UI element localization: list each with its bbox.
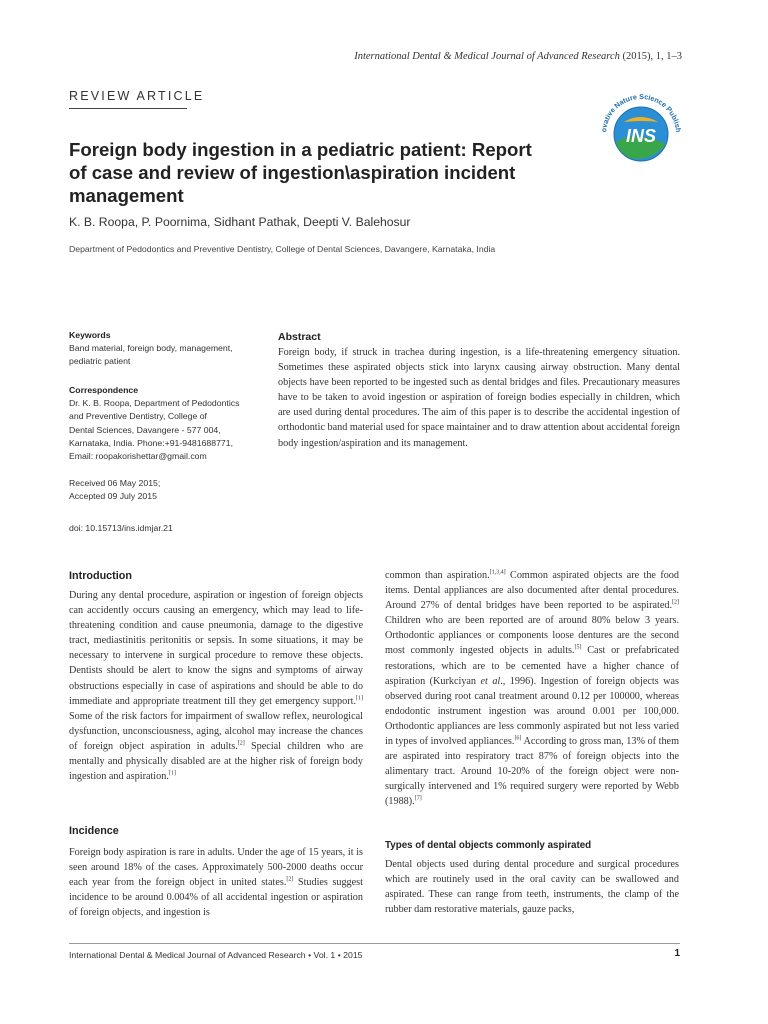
keywords-block	[69, 329, 269, 369]
footer-volume: Vol. 1	[313, 950, 336, 960]
incidence-text: Studies suggest incidence to be around 0.004% of all accidental ingestion or aspiration of foreign objects, and ingestion is	[69, 877, 363, 919]
correspondence-line: Dental Sciences, Davangere - 577 004,	[69, 424, 221, 435]
introduction-text: Special children who are mentally and physically disabled are at the higher risk of foreign body ingestion and aspiration.	[69, 740, 363, 783]
page-footer	[69, 950, 363, 960]
article-type-label: REVIEW ARTICLE	[69, 89, 205, 103]
dates-block	[69, 477, 269, 503]
et-al-text: et al	[480, 675, 501, 687]
citation-ref[interactable]: [2]	[672, 599, 679, 606]
types-heading: Types of dental objects commonly aspirated	[385, 840, 592, 851]
incidence-body	[69, 845, 363, 920]
correspondence-line: Karnataka, India. Phone:+91-9481688771,	[69, 437, 233, 448]
keywords-line: Band material, foreign body, management,	[69, 343, 233, 354]
introduction-text: Some of the risk factors for impairment of swallow reflex, neurological dysfunction, unconsciousness, aging, alcohol may increase the chances of foreign object aspiration in adults.	[69, 710, 363, 752]
publisher-logo-icon	[594, 82, 688, 176]
citation-ref[interactable]: [2]	[237, 740, 245, 747]
accepted-date: Accepted 09 July 2015	[69, 491, 157, 502]
article-type-rule	[69, 108, 187, 109]
correspondence-email[interactable]: Email: roopakorishettar@gmail.com	[69, 451, 207, 462]
introduction-body	[69, 588, 363, 784]
citation-ref[interactable]: [5]	[574, 645, 582, 652]
abstract-text: Foreign body, if struck in trachea during ingestion, is a life-threatening emergency situation. Sometimes these aspirated objects stick into larynx causing airway obstruction. Many dental objects have been reported to be ingested such as dental bridges and files. Precautionary measures have to be taken to avoid ingestion or aspiration of foreign bodies especially in children, which are used during dental procedures. The aim of this paper is to describe the accidental ingestion of orthodontic band material used for space maintainer and to draw attention about accidental foreign body ingestion/aspiration and its management.	[278, 347, 680, 449]
introduction-text: During any dental procedure, aspiration or ingestion of foreign objects can accidently occurs causing an emergency, which may lead to life-threatening condition and cause pneumonia, damage to the digestive tract, mediastinitis peritonitis or sepsis. In some situations, it may be necessary to intervene in surgical procedure to remove these objects. Dentists should be alert to know the signs and symptoms of airway obstructions especially in case of aspirations and should be able to do immediate and appropriate treatment till they get emergency support.	[69, 590, 363, 707]
keywords-line: pediatric patient	[69, 356, 131, 367]
abstract-heading: Abstract	[278, 331, 321, 343]
body-text: common than aspiration.	[385, 570, 490, 581]
keywords-heading: Keywords	[69, 330, 111, 340]
correspondence-line: and Preventive Dentistry, College of	[69, 411, 207, 422]
incidence-heading: Incidence	[69, 825, 119, 837]
author-affiliation: Department of Pedodontics and Preventive Dentistry, College of Dental Sciences, Davangere, Karnataka, India	[69, 244, 496, 254]
footer-bullet: •	[308, 950, 312, 960]
body-text: Common aspirated objects are the food items. Dental appliances are also documented after dental procedures. Around 27% of dental bridges have been reported to be aspirated.	[385, 570, 679, 612]
running-head	[300, 51, 682, 62]
article-title: Foreign body ingestion in a pediatric patient: Report of case and review of ingestion\aspiration incident management	[69, 139, 532, 206]
introduction-heading: Introduction	[69, 570, 132, 582]
doi-link[interactable]: doi: 10.15713/ins.idmjar.21	[69, 523, 173, 533]
logo-initials: INS	[625, 126, 657, 146]
footer-year: 2015	[343, 950, 363, 960]
citation-ref[interactable]: [1,3,4]	[489, 569, 506, 576]
received-date: Received 06 May 2015;	[69, 478, 161, 488]
citation-ref[interactable]: [7]	[414, 796, 422, 803]
right-column-body	[385, 568, 679, 810]
footer-journal: International Dental & Medical Journal of Advanced Research	[69, 950, 306, 960]
types-body	[385, 857, 679, 917]
logo-ring-text: ovative Nature Science Publish	[598, 91, 683, 133]
correspondence-line: Dr. K. B. Roopa, Department of Pedodontics	[69, 398, 240, 409]
body-text: Cast or prefabricated restorations, which are to be cemented have a higher chance of aspiration (Kurkciyan	[385, 645, 679, 687]
citation-ref[interactable]: [6]	[514, 735, 522, 742]
body-text: According to gross man, 13% of them are aspirated into respiratory tract 87% of foreign objects into the alimentary tract. Around 10-20% of the foreign object were non-surgically intervened and 1% required surgery were reported by Webb (1988).	[385, 736, 679, 808]
body-text: Children who are been reported are of around 80% below 3 years. Orthodontic appliances or components loose dentures are the second most commonly ingested objects in adults.	[385, 615, 679, 657]
types-text: Dental objects used during dental procedure and surgical procedures which are routinely used in the oral cavity can be swallowed and aspirated. These can range from teeth, instruments, the clamp of the rubber dam restorative materials, gauze packs,	[385, 859, 679, 916]
footer-bullet: •	[337, 950, 341, 960]
running-head-volume: (2015), 1, 1–3	[622, 51, 682, 62]
correspondence-block	[69, 384, 269, 463]
author-list: K. B. Roopa, P. Poornima, Sidhant Pathak, Deepti V. Balehosur	[69, 215, 411, 229]
footer-rule	[69, 943, 680, 944]
citation-ref[interactable]: [1]	[356, 695, 363, 702]
page-number: 1	[674, 948, 680, 959]
citation-ref[interactable]: [2]	[286, 876, 294, 883]
incidence-text: Foreign body aspiration is rare in adults. Under the age of 15 years, it is seen around 18% of the cases. Approximately 500-2000 deaths occur each year from the foreign object in united states.	[69, 847, 363, 889]
running-head-journal: International Dental & Medical Journal of Advanced Research	[354, 51, 620, 62]
citation-ref[interactable]: [1]	[168, 770, 176, 777]
body-text: ., 1996). Ingestion of foreign objects was observed during root canal treatment around 0.12 per 100000, whereas endodontic instrument ingestion was around 0.001 per 100,000. Orthodontic appliances are less commonly aspirated but not less varied in types of involved appliances.	[385, 675, 679, 748]
correspondence-heading: Correspondence	[69, 385, 139, 395]
